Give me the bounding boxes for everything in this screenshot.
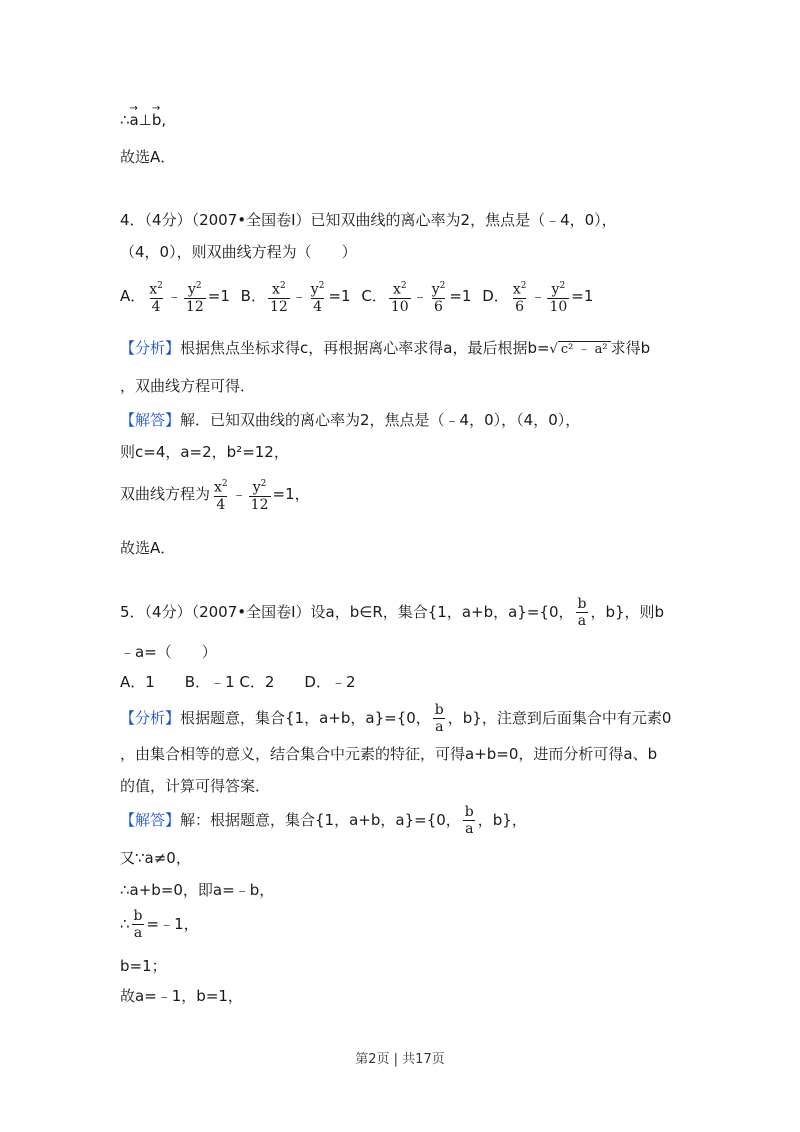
minus-sign: ﹣ bbox=[412, 287, 428, 305]
fraction bbox=[511, 278, 529, 315]
denominator: 4 bbox=[151, 298, 161, 315]
q4-analysis-line2: ，双曲线方程可得． bbox=[120, 377, 256, 395]
fraction bbox=[433, 702, 446, 735]
numerator: x bbox=[392, 281, 401, 298]
exponent: 2 bbox=[439, 281, 446, 292]
denominator: a bbox=[133, 925, 143, 941]
q5-options: A．1 B．﹣1 C．2 D．﹣2 bbox=[120, 673, 356, 691]
fraction bbox=[249, 476, 271, 513]
exponent: 2 bbox=[400, 281, 407, 292]
fraction bbox=[576, 596, 589, 629]
numerator: y bbox=[310, 281, 319, 298]
q5-step2: ∴a+b=0，即a=﹣b， bbox=[120, 881, 275, 899]
q5-stem-line2: ﹣a=（ ） bbox=[120, 643, 217, 661]
minus-sign: ﹣ bbox=[291, 287, 307, 305]
denominator: a bbox=[577, 613, 587, 629]
denominator: 12 bbox=[185, 298, 204, 315]
q4-stem-line1: 4．（4分）（2007•全国卷Ⅰ）已知双曲线的离心率为2，焦点是（﹣4，0）， bbox=[120, 211, 617, 229]
step3-suffix: =﹣1， bbox=[146, 915, 199, 933]
exponent: 2 bbox=[520, 281, 527, 292]
answer-suffix: ，b}， bbox=[477, 811, 527, 829]
therefore-symbol: ∴ bbox=[120, 915, 130, 933]
q5-step5: 故a=﹣1，b=1， bbox=[120, 987, 243, 1005]
radicand: c² ﹣ a² bbox=[558, 341, 611, 357]
numerator: x bbox=[149, 281, 158, 298]
q4-answer bbox=[120, 408, 580, 432]
analysis-tag: 【分析】 bbox=[120, 709, 181, 727]
analysis-text: 根据题意，集合{1，a+b，a}={0， bbox=[180, 709, 431, 727]
vector-a: → a bbox=[130, 108, 139, 132]
exponent: 2 bbox=[221, 479, 228, 490]
analysis-text-end: 求得b bbox=[610, 339, 651, 357]
answer-tag: 【解答】 bbox=[120, 411, 181, 429]
denominator: 10 bbox=[390, 298, 409, 315]
equals-one: =1 bbox=[207, 287, 230, 305]
exponent: 2 bbox=[279, 281, 286, 292]
comma: , bbox=[161, 111, 167, 129]
fraction bbox=[132, 908, 145, 941]
q5-answer bbox=[120, 800, 527, 840]
equals-one: =1 bbox=[571, 287, 594, 305]
numerator: x bbox=[512, 281, 521, 298]
option-label: D． bbox=[482, 287, 509, 305]
option-label: C． bbox=[361, 287, 387, 305]
numerator: b bbox=[434, 702, 444, 718]
q5-step3 bbox=[120, 904, 199, 944]
q4-answer-line3 bbox=[120, 474, 310, 514]
denominator: 4 bbox=[313, 298, 323, 315]
q5-stem-text: 5．（4分）（2007•全国卷Ⅰ）设a，b∈R，集合{1，a+b，a}={0， bbox=[120, 603, 574, 621]
denominator: 12 bbox=[269, 298, 288, 315]
answer-text: 解．已知双曲线的离心率为2，焦点是（﹣4，0），（4，0）， bbox=[180, 411, 581, 429]
exponent: 2 bbox=[260, 479, 267, 490]
denominator: a bbox=[435, 719, 444, 735]
minus-sign: ﹣ bbox=[166, 287, 182, 305]
denominator: 6 bbox=[434, 298, 443, 315]
numerator: x bbox=[272, 281, 280, 298]
sqrt-expression: √ c² ﹣ a² bbox=[550, 338, 611, 362]
q5-stem-suffix: ，b}，则b bbox=[590, 603, 665, 621]
analysis-text: 根据焦点坐标求得c，再根据离心率求得a，最后根据b= bbox=[180, 339, 550, 357]
equals-one: =1 bbox=[449, 287, 472, 305]
numerator: y bbox=[431, 281, 440, 298]
q4-options bbox=[120, 276, 599, 316]
denominator: 4 bbox=[216, 496, 226, 513]
q4-answer-line2: 则c=4，a=2，b²=12， bbox=[120, 443, 289, 461]
therefore-symbol: ∴ bbox=[120, 111, 130, 129]
fraction bbox=[268, 278, 290, 315]
fraction bbox=[212, 476, 230, 513]
analysis-suffix: ，b}，注意到后面集合中有元素0 bbox=[447, 709, 672, 727]
q4-choose: 故选A． bbox=[120, 539, 176, 557]
conclusion-perpendicular bbox=[120, 108, 166, 132]
choose-answer-q3: 故选A． bbox=[120, 148, 176, 166]
answer-tag: 【解答】 bbox=[120, 811, 181, 829]
exponent: 2 bbox=[195, 281, 202, 292]
denominator: 12 bbox=[250, 496, 269, 513]
q5-step1: 又∵a≠0， bbox=[120, 849, 191, 867]
analysis-tag: 【分析】 bbox=[120, 339, 181, 357]
q5-analysis bbox=[120, 698, 671, 738]
exponent: 2 bbox=[157, 281, 163, 292]
denominator: 6 bbox=[515, 298, 525, 315]
fraction bbox=[463, 804, 476, 837]
numerator: y bbox=[551, 281, 560, 298]
fraction bbox=[430, 278, 448, 315]
numerator: b bbox=[464, 804, 474, 820]
exponent: 2 bbox=[318, 281, 325, 292]
option-label: B． bbox=[240, 287, 266, 305]
numerator: b bbox=[577, 596, 587, 612]
answer-text: 解：根据题意，集合{1，a+b，a}={0， bbox=[180, 811, 461, 829]
numerator: b bbox=[133, 908, 143, 924]
fraction bbox=[547, 278, 569, 315]
q4-analysis bbox=[120, 336, 650, 362]
q5-stem-line1 bbox=[120, 592, 664, 632]
q5-analysis-line3: 的值，计算可得答案． bbox=[120, 777, 271, 795]
exponent: 2 bbox=[559, 281, 566, 292]
fraction bbox=[389, 278, 411, 315]
numerator: x bbox=[214, 479, 222, 496]
q4-option-b bbox=[241, 276, 351, 316]
fraction bbox=[184, 278, 206, 315]
fraction bbox=[147, 278, 165, 315]
equals-one: =1， bbox=[272, 485, 310, 503]
q5-step4: b=1； bbox=[120, 957, 167, 975]
minus-sign: ﹣ bbox=[231, 485, 247, 503]
q4-option-d bbox=[482, 276, 593, 316]
numerator: y bbox=[188, 281, 196, 298]
q5-analysis-line2: ，由集合相等的意义，结合集合中元素的特征，可得a+b=0，进而分析可得a、b bbox=[120, 745, 658, 763]
answer-prefix: 双曲线方程为 bbox=[120, 485, 211, 503]
q4-option-a bbox=[120, 276, 230, 316]
numerator: y bbox=[252, 479, 261, 496]
minus-sign: ﹣ bbox=[530, 287, 546, 305]
page-footer: 第2页 | 共17页 bbox=[355, 1052, 445, 1067]
option-label: A． bbox=[120, 287, 146, 305]
perp-symbol: ⊥ bbox=[138, 111, 152, 129]
equals-one: =1 bbox=[328, 287, 351, 305]
denominator: 10 bbox=[549, 298, 568, 315]
denominator: a bbox=[465, 821, 474, 837]
q4-option-c bbox=[361, 276, 471, 316]
q4-stem-line2: （4，0），则双曲线方程为（ ） bbox=[120, 243, 357, 261]
fraction bbox=[309, 278, 327, 315]
vector-b: → b bbox=[152, 108, 162, 132]
